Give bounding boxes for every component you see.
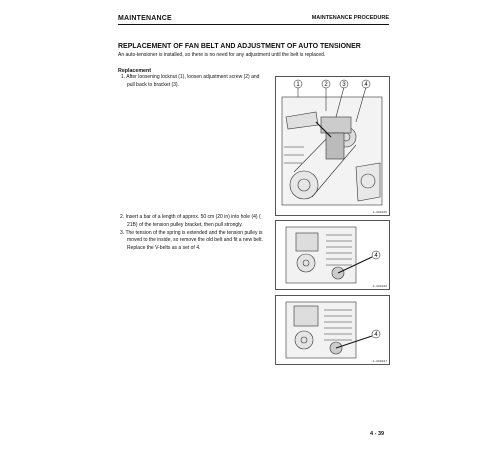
callout-4: 4 xyxy=(374,253,378,259)
callout-3: 3 xyxy=(342,82,346,88)
callout-1: 1 xyxy=(296,82,300,88)
section-header: MAINTENANCE xyxy=(118,15,172,22)
step-2-line-1: 2. Insert a bar of a length of approx. 50 cm (20 in) into hole (4) ( xyxy=(120,214,261,220)
steps-2-3 xyxy=(120,214,272,253)
page-title: REPLACEMENT OF FAN BELT AND ADJUSTMENT OF AUTO TENSIONER xyxy=(118,43,361,50)
figure-tensioner-detail xyxy=(275,76,390,216)
figure-bar-insertion-1 xyxy=(275,220,390,290)
engine-illustration-3 xyxy=(276,296,389,364)
figure-code: G-000047 xyxy=(372,360,387,363)
replacement-heading: Replacement xyxy=(118,68,151,74)
page-number: 4 - 39 xyxy=(370,431,385,437)
header-divider xyxy=(118,24,389,25)
callout-4: 4 xyxy=(374,332,378,338)
step-3-line-1: 3. The tension of the spring is extended and the tension pulley is xyxy=(120,229,263,236)
step-3-line-2: moved to the inside, so remove the old belt and fit a new belt. xyxy=(127,237,263,244)
chapter-header: MAINTENANCE PROCEDURE xyxy=(311,15,389,21)
engine-illustration-1 xyxy=(276,77,389,215)
callout-2: 2 xyxy=(324,82,328,88)
step-2-line-2: 21B) of the tension pulley bracket, then pull strongly. xyxy=(127,221,243,228)
page-subtitle: An auto-tensioner is installed, so there is no need for any adjustment until the belt is replaced. xyxy=(118,52,326,58)
step-1 xyxy=(121,74,271,90)
figure-code: G-000046 xyxy=(372,285,387,288)
step-1-line-1: 1. After loosening locknut (1), loosen adjustment screw (2) and xyxy=(121,74,260,80)
step-1-line-2: pull back to bracket (3). xyxy=(127,81,179,88)
step-3-line-3: Replace the V-belts as a set of 4. xyxy=(127,245,201,252)
engine-illustration-2 xyxy=(276,221,389,289)
callout-4: 4 xyxy=(364,82,368,88)
figure-code: G-000045 xyxy=(372,211,387,214)
figure-bar-insertion-2 xyxy=(275,295,390,365)
